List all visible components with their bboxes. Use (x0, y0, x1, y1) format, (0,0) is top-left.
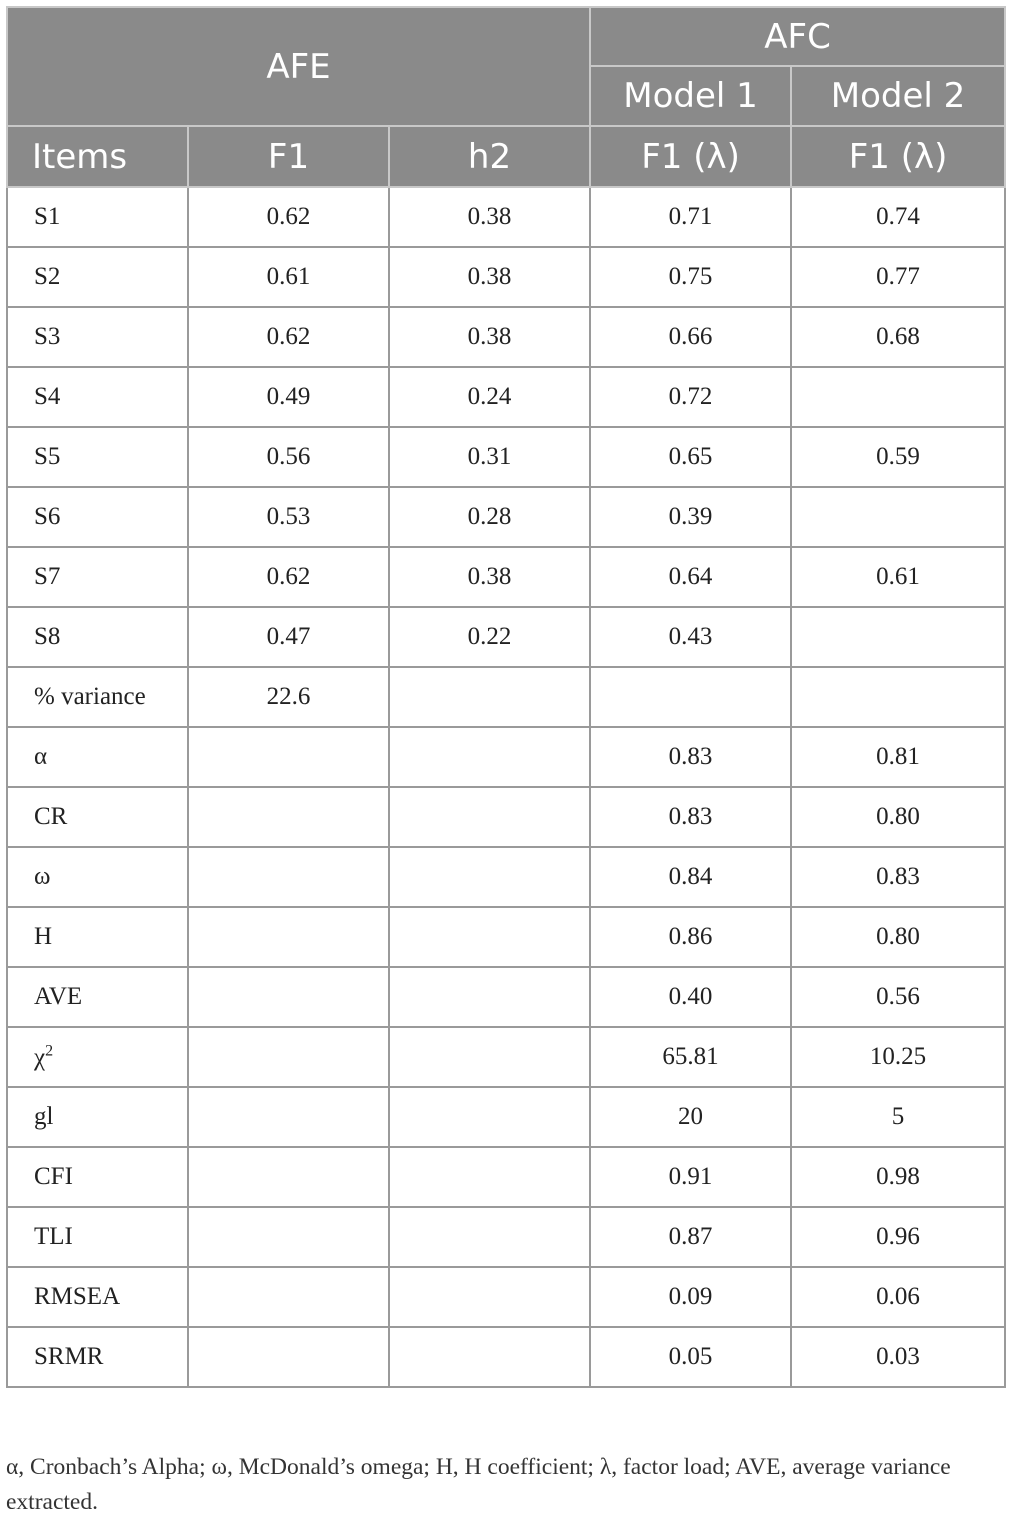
h2-header: h2 (389, 126, 590, 187)
table-row (7, 727, 1005, 787)
model2-value-cell: 0.81 (791, 727, 1005, 787)
table-footnote: α, Cronbach’s Alpha; ω, McDonald’s omega; H, H coefficient; λ, factor load; AVE, average variance extracted. (6, 1454, 951, 1515)
row-label-cell: S6 (7, 487, 188, 547)
model1-value-cell: 0.09 (590, 1267, 791, 1327)
row-label-cell: S7 (7, 547, 188, 607)
table-row (7, 1207, 1005, 1267)
table-row (7, 847, 1005, 907)
model1-value-cell (590, 667, 791, 727)
model2-value-cell: 0.98 (791, 1147, 1005, 1207)
model1-value-cell: 0.71 (590, 187, 791, 247)
factor-analysis-table (6, 6, 1006, 1388)
row-label-cell: S5 (7, 427, 188, 487)
table-row (7, 607, 1005, 667)
afe-f1-cell: 22.6 (188, 667, 389, 727)
model1-value-cell: 0.40 (590, 967, 791, 1027)
table-row (7, 1267, 1005, 1327)
afe-h2-cell: 0.28 (389, 487, 590, 547)
model2-value-cell: 0.83 (791, 847, 1005, 907)
row-label-cell: S2 (7, 247, 188, 307)
afe-h2-cell (389, 787, 590, 847)
table-row (7, 1327, 1005, 1387)
model1-value-cell: 20 (590, 1087, 791, 1147)
model1-value-cell: 0.83 (590, 787, 791, 847)
afe-h2-cell (389, 1147, 590, 1207)
afc-header: AFC (590, 7, 1005, 66)
model2-value-cell: 0.59 (791, 427, 1005, 487)
afe-f1-cell: 0.56 (188, 427, 389, 487)
model2-value-cell: 0.74 (791, 187, 1005, 247)
afe-h2-cell: 0.38 (389, 307, 590, 367)
row-label-cell: AVE (7, 967, 188, 1027)
afe-f1-cell: 0.49 (188, 367, 389, 427)
table-row (7, 487, 1005, 547)
afe-h2-cell: 0.38 (389, 247, 590, 307)
model1-f1-lambda-header: F1 (λ) (590, 126, 791, 187)
model2-value-cell (791, 367, 1005, 427)
afe-f1-cell (188, 1087, 389, 1147)
model2-value-cell: 0.80 (791, 907, 1005, 967)
model2-value-cell: 0.80 (791, 787, 1005, 847)
afe-f1-cell (188, 1147, 389, 1207)
afe-f1-cell (188, 847, 389, 907)
row-label-text: $\chi^2$ (34, 1042, 54, 1071)
table-row (7, 787, 1005, 847)
row-label-cell: CR (7, 787, 188, 847)
row-label-cell: gl (7, 1087, 188, 1147)
row-label-cell (7, 1027, 188, 1087)
row-label-cell: CFI (7, 1147, 188, 1207)
superscript: 2 (45, 1042, 54, 1060)
model2-value-cell (791, 487, 1005, 547)
model2-f1-lambda-header: F1 (λ) (791, 126, 1005, 187)
model1-value-cell: 0.87 (590, 1207, 791, 1267)
row-label-cell: % variance (7, 667, 188, 727)
model1-value-cell: 0.66 (590, 307, 791, 367)
model2-value-cell: 10.25 (791, 1027, 1005, 1087)
model1-value-cell: 0.05 (590, 1327, 791, 1387)
model2-value-cell: 5 (791, 1087, 1005, 1147)
afe-h2-cell (389, 1087, 590, 1147)
table-row (7, 547, 1005, 607)
afe-f1-cell: 0.62 (188, 187, 389, 247)
model2-value-cell (791, 667, 1005, 727)
model1-value-cell: 65.81 (590, 1027, 791, 1087)
table-row (7, 187, 1005, 247)
afe-h2-cell (389, 1207, 590, 1267)
model2-header: Model 2 (791, 66, 1005, 126)
row-label-cell: ω (7, 847, 188, 907)
afe-h2-cell (389, 1267, 590, 1327)
row-label-cell: S3 (7, 307, 188, 367)
model1-value-cell: 0.39 (590, 487, 791, 547)
model2-value-cell: 0.77 (791, 247, 1005, 307)
model1-value-cell: 0.64 (590, 547, 791, 607)
table-row (7, 367, 1005, 427)
model1-value-cell: 0.75 (590, 247, 791, 307)
afe-h2-cell: 0.24 (389, 367, 590, 427)
table-row (7, 967, 1005, 1027)
model2-value-cell: 0.68 (791, 307, 1005, 367)
afe-f1-cell (188, 1267, 389, 1327)
table-row (7, 307, 1005, 367)
model2-value-cell: 0.61 (791, 547, 1005, 607)
afe-h2-cell (389, 907, 590, 967)
afe-header: AFE (7, 7, 590, 126)
row-label-cell: H (7, 907, 188, 967)
table-row (7, 1027, 1005, 1087)
table-row (7, 1147, 1005, 1207)
afe-f1-cell: 0.47 (188, 607, 389, 667)
afe-f1-cell (188, 787, 389, 847)
row-label-cell: α (7, 727, 188, 787)
table-row (7, 667, 1005, 727)
row-label-cell: S1 (7, 187, 188, 247)
row-label-cell: RMSEA (7, 1267, 188, 1327)
model1-value-cell: 0.84 (590, 847, 791, 907)
afe-h2-cell (389, 967, 590, 1027)
afe-h2-cell: 0.22 (389, 607, 590, 667)
afe-h2-cell: 0.38 (389, 187, 590, 247)
results-table-container (6, 6, 1006, 1388)
afe-f1-cell: 0.62 (188, 547, 389, 607)
model2-value-cell: 0.06 (791, 1267, 1005, 1327)
afe-h2-cell: 0.31 (389, 427, 590, 487)
model1-value-cell: 0.83 (590, 727, 791, 787)
afe-f1-cell (188, 967, 389, 1027)
afe-f1-cell (188, 1327, 389, 1387)
afe-f1-cell: 0.62 (188, 307, 389, 367)
afe-f1-cell (188, 727, 389, 787)
model1-value-cell: 0.86 (590, 907, 791, 967)
table-row (7, 247, 1005, 307)
afe-f1-cell (188, 1027, 389, 1087)
afe-f1-cell (188, 1207, 389, 1267)
row-label-cell: SRMR (7, 1327, 188, 1387)
afe-h2-cell: 0.38 (389, 547, 590, 607)
model1-value-cell: 0.43 (590, 607, 791, 667)
items-header: Items (7, 126, 188, 187)
f1-header: F1 (188, 126, 389, 187)
model1-value-cell: 0.72 (590, 367, 791, 427)
afe-h2-cell (389, 1027, 590, 1087)
row-label-cell: TLI (7, 1207, 188, 1267)
model1-header: Model 1 (590, 66, 791, 126)
model2-value-cell: 0.56 (791, 967, 1005, 1027)
afe-f1-cell (188, 907, 389, 967)
afe-h2-cell (389, 1327, 590, 1387)
afe-h2-cell (389, 667, 590, 727)
afe-h2-cell (389, 727, 590, 787)
afe-f1-cell: 0.53 (188, 487, 389, 547)
row-label-cell: S4 (7, 367, 188, 427)
table-row (7, 427, 1005, 487)
table-body (7, 187, 1005, 1387)
table-row (7, 907, 1005, 967)
model2-value-cell (791, 607, 1005, 667)
row-label-cell: S8 (7, 607, 188, 667)
afe-h2-cell (389, 847, 590, 907)
model1-value-cell: 0.65 (590, 427, 791, 487)
table-row (7, 1087, 1005, 1147)
model2-value-cell: 0.96 (791, 1207, 1005, 1267)
afe-f1-cell: 0.61 (188, 247, 389, 307)
model1-value-cell: 0.91 (590, 1147, 791, 1207)
model2-value-cell: 0.03 (791, 1327, 1005, 1387)
